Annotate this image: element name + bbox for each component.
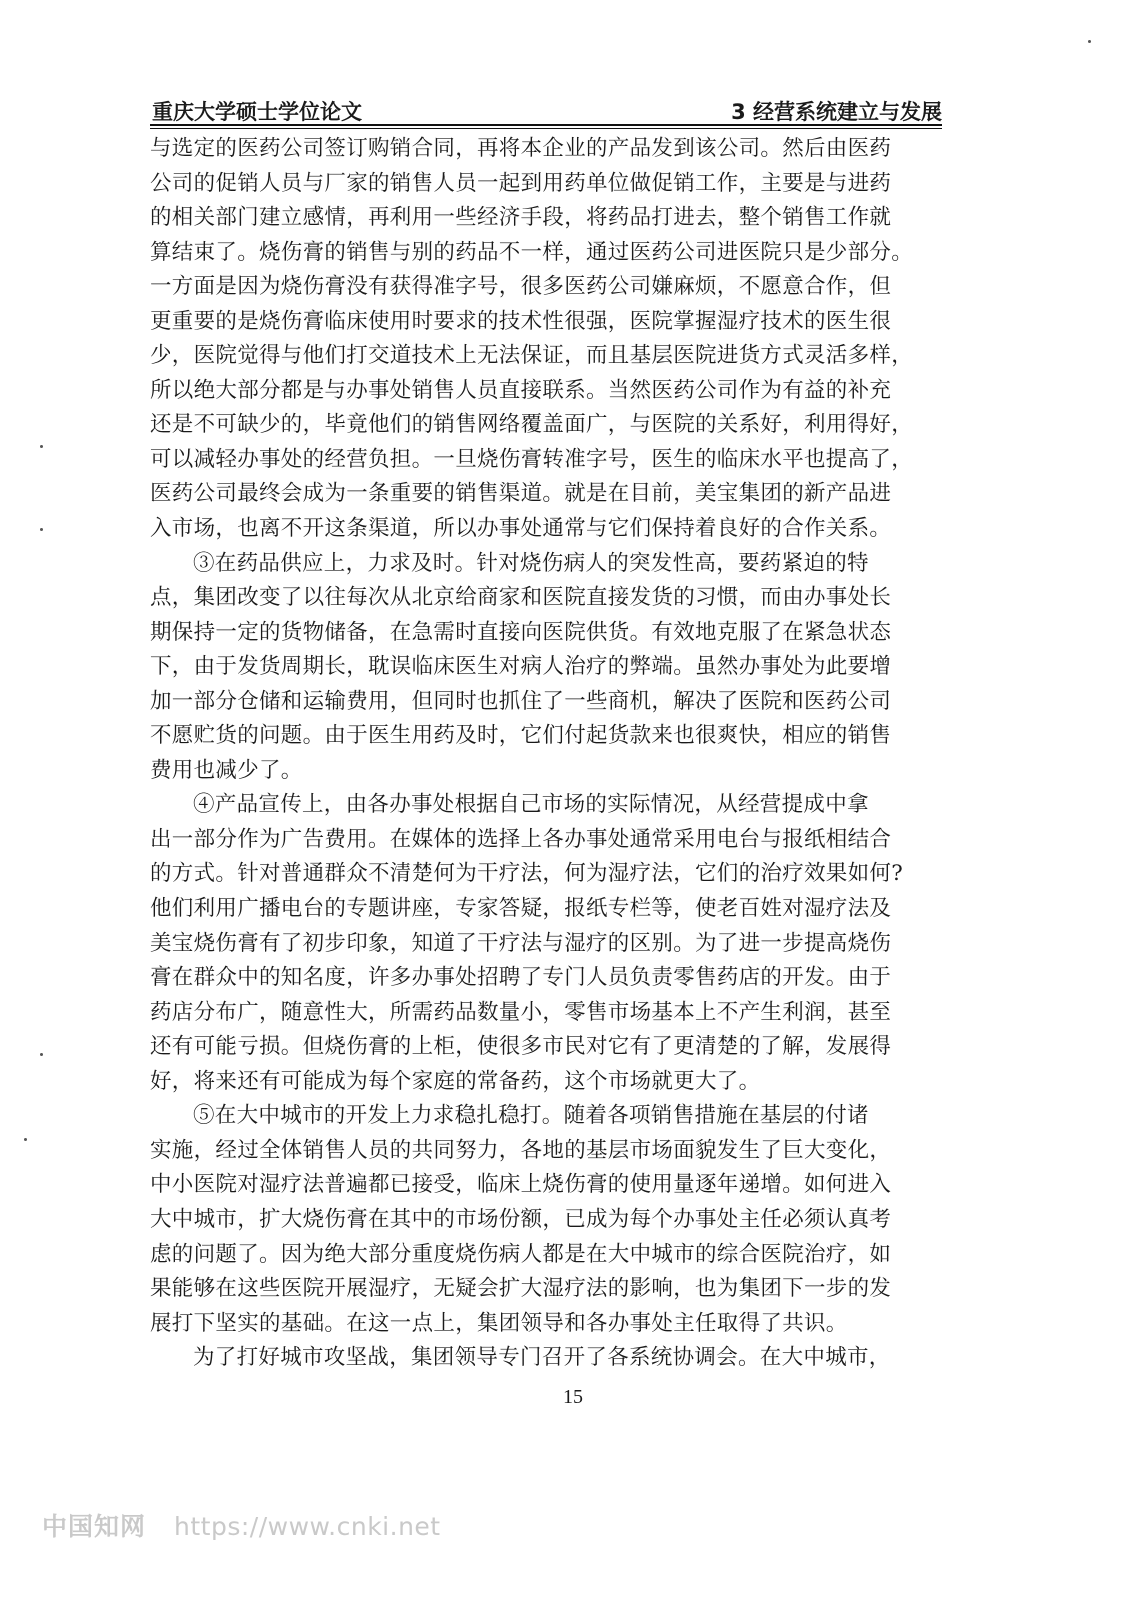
text-line: 还是不可缺少的，毕竟他们的销售网络覆盖面广，与医院的关系好，利用得好， bbox=[150, 412, 914, 438]
header-thesis-title: 重庆大学硕士学位论文 bbox=[152, 100, 362, 124]
text-line: 展打下坚实的基础。在这一点上，集团领导和各办事处主任取得了共识。 bbox=[150, 1310, 848, 1336]
text-line: 的相关部门建立感情，再利用一些经济手段，将药品打进去，整个销售工作就 bbox=[150, 205, 892, 231]
text-line: 加一部分仓储和运输费用，但同时也抓住了一些商机，解决了医院和医药公司 bbox=[150, 688, 892, 714]
text-line: 的方式。针对普通群众不清楚何为干疗法，何为湿疗法，它们的治疗效果如何? bbox=[150, 861, 904, 887]
text-line: ③在药品供应上，力求及时。针对烧伤病人的突发性高，要药紧迫的特 bbox=[193, 550, 869, 576]
text-line: 下，由于发货周期长，耽误临床医生对病人治疗的弊端。虽然办事处为此要增 bbox=[150, 654, 892, 680]
text-line: 药店分布广，随意性大，所需药品数量小，零售市场基本上不产生利润，甚至 bbox=[150, 999, 892, 1025]
text-line: 费用也减少了。 bbox=[150, 757, 303, 783]
text-line: 为了打好城市攻坚战，集团领导专门召开了各系统协调会。在大中城市， bbox=[193, 1345, 891, 1371]
header-chapter-title: 3 经营系统建立与发展 bbox=[731, 100, 942, 124]
text-line: 一方面是因为烧伤膏没有获得准字号，很多医药公司嫌麻烦，不愿意合作，但 bbox=[150, 274, 892, 300]
paragraph bbox=[150, 788, 942, 1099]
text-line: ④产品宣传上，由各办事处根据自己市场的实际情况，从经营提成中拿 bbox=[193, 792, 869, 818]
text-line: 美宝烧伤膏有了初步印象，知道了干疗法与湿疗的区别。为了进一步提高烧伤 bbox=[150, 930, 892, 956]
text-line: 医药公司最终会成为一条重要的销售渠道。就是在目前，美宝集团的新产品进 bbox=[150, 481, 892, 507]
header-rule-thick bbox=[150, 124, 942, 126]
text-line: 所以绝大部分都是与办事处销售人员直接联系。当然医药公司作为有益的补充 bbox=[150, 377, 892, 403]
scan-speck bbox=[1088, 40, 1091, 43]
text-line: 可以减轻办事处的经营负担。一旦烧伤膏转准字号，医生的临床水平也提高了， bbox=[150, 446, 914, 472]
text-line: 点，集团改变了以往每次从北京给商家和医院直接发货的习惯，而由办事处长 bbox=[150, 585, 892, 611]
scan-speck bbox=[40, 528, 43, 531]
running-header bbox=[150, 96, 942, 124]
header-rule-thin bbox=[150, 128, 942, 129]
text-line: 少，医院觉得与他们打交道技术上无法保证，而且基层医院进货方式灵活多样， bbox=[150, 343, 914, 369]
text-line: 期保持一定的货物储备，在急需时直接向医院供货。有效地克服了在紧急状态 bbox=[150, 619, 892, 645]
scan-speck bbox=[24, 1138, 27, 1141]
text-line: 更重要的是烧伤膏临床使用时要求的技术性很强，医院掌握湿疗技术的医生很 bbox=[150, 308, 892, 334]
text-line: 好，将来还有可能成为每个家庭的常备药，这个市场就更大了。 bbox=[150, 1068, 761, 1094]
page-number: 15 bbox=[563, 1386, 583, 1408]
paragraph bbox=[150, 1099, 942, 1341]
text-line: 不愿贮货的问题。由于医生用药及时，它们付起货款来也很爽快，相应的销售 bbox=[150, 723, 892, 749]
text-line: 大中城市，扩大烧伤膏在其中的市场份额，已成为每个办事处主任必须认真考 bbox=[150, 1206, 892, 1232]
scan-speck bbox=[40, 1053, 43, 1056]
text-line: 还有可能亏损。但烧伤膏的上柜，使很多市民对它有了更清楚的了解，发展得 bbox=[150, 1034, 892, 1060]
watermark-url: https://www.cnki.net bbox=[174, 1512, 441, 1541]
text-line: 公司的促销人员与厂家的销售人员一起到用药单位做促销工作，主要是与进药 bbox=[150, 170, 892, 196]
text-line: 与选定的医药公司签订购销合同，再将本企业的产品发到该公司。然后由医药 bbox=[150, 136, 892, 161]
text-line: 出一部分作为广告费用。在媒体的选择上各办事处通常采用电台与报纸相结合 bbox=[150, 826, 892, 852]
text-line: 虑的问题了。因为绝大部分重度烧伤病人都是在大中城市的综合医院治疗，如 bbox=[150, 1241, 892, 1267]
text-line: 果能够在这些医院开展湿疗，无疑会扩大湿疗法的影响，也为集团下一步的发 bbox=[150, 1276, 892, 1302]
text-line: ⑤在大中城市的开发上力求稳扎稳打。随着各项销售措施在基层的付诸 bbox=[193, 1103, 869, 1129]
text-line: 中小医院对湿疗法普遍都已接受，临床上烧伤膏的使用量逐年递增。如何进入 bbox=[150, 1172, 892, 1198]
scan-speck bbox=[40, 445, 43, 448]
cnki-watermark bbox=[42, 1507, 441, 1543]
text-line: 实施，经过全体销售人员的共同努力，各地的基层市场面貌发生了巨大变化， bbox=[150, 1137, 892, 1163]
text-line: 他们利用广播电台的专题讲座，专家答疑，报纸专栏等，使老百姓对湿疗法及 bbox=[150, 896, 892, 922]
text-line: 入市场，也离不开这条渠道，所以办事处通常与它们保持着良好的合作关系。 bbox=[150, 516, 892, 542]
text-line: 算结束了。烧伤膏的销售与别的药品不一样，通过医药公司进医院只是少部分。 bbox=[150, 239, 914, 265]
paragraph bbox=[150, 1341, 942, 1376]
body-text bbox=[150, 132, 942, 1376]
paragraph bbox=[150, 547, 942, 789]
text-line: 膏在群众中的知名度，许多办事处招聘了专门人员负责零售药店的开发。由于 bbox=[150, 965, 892, 991]
paragraph bbox=[150, 132, 942, 547]
watermark-brand: 中国知网 bbox=[42, 1512, 147, 1541]
